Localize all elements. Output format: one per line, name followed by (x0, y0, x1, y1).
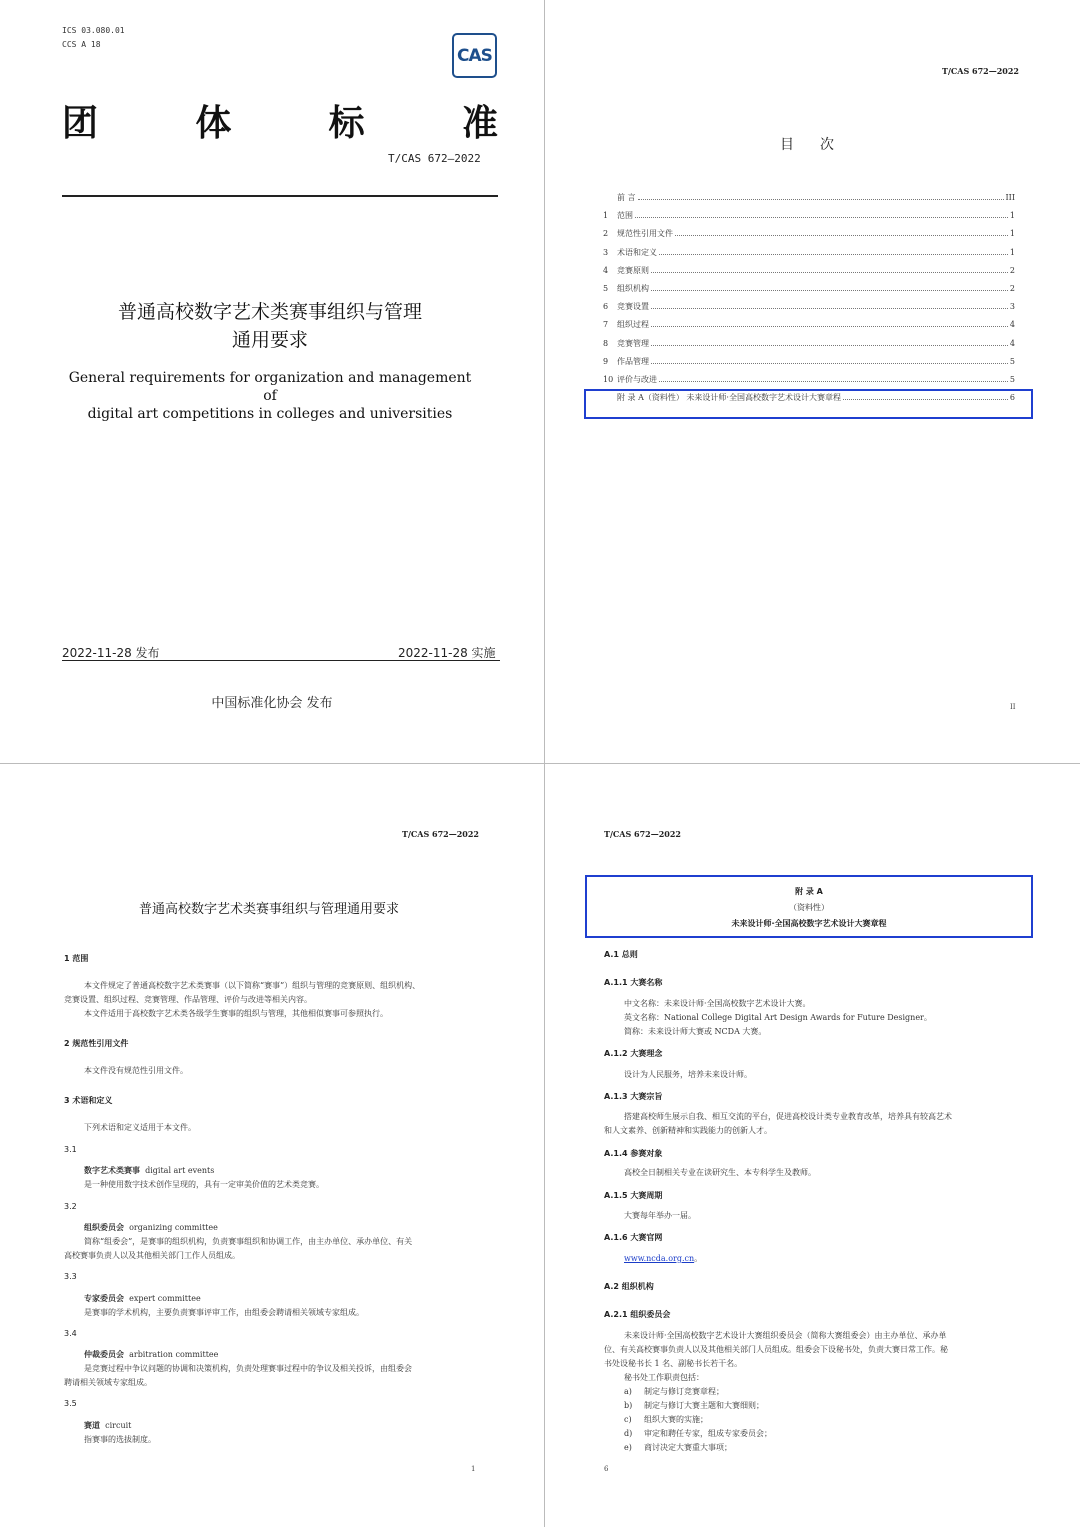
toc-item[interactable] (603, 210, 1015, 228)
annex-title-highlight (585, 875, 1033, 938)
title-en (62, 369, 478, 423)
standard-number: T/CAS 672—2022 (388, 152, 481, 165)
cover-page (0, 0, 544, 763)
toc-num: 10 (603, 374, 614, 384)
title-cn (62, 298, 478, 354)
implement-date: 2022-11-28 实施 (398, 646, 496, 660)
toc-label: 竞赛设置 (617, 302, 649, 312)
list-item (604, 1413, 1024, 1427)
toc-list (603, 192, 1015, 410)
section-heading: 1 范围 (64, 954, 89, 963)
title-char: 准 (461, 103, 498, 144)
website-punct: 。 (694, 1254, 703, 1263)
toc-label: 附 录 A（资料性） 未来设计师·全国高校数字艺术设计大赛章程 (617, 393, 841, 403)
toc-item[interactable] (603, 265, 1015, 283)
para-line: 本文件适用于高校数字艺术类各级学生赛事的组织与管理，其他相似赛事可参照执行。 (84, 1009, 388, 1018)
toc-page-num: 1 (1009, 211, 1015, 221)
para-line: 位、有关高校赛事负责人以及其他相关部门人员组成。组委会下设秘书处，负责大赛日常工作。秘 (604, 1345, 948, 1354)
term-en: expert committee (129, 1294, 201, 1303)
website-link[interactable]: www.ncda.org.cn (624, 1254, 695, 1263)
para-line: 英文名称：National College Digital Art Design Awards for Future Designer。 (624, 1013, 932, 1022)
toc-page-num: III (1005, 193, 1015, 202)
subsection-text (604, 1110, 1024, 1138)
toc-item[interactable] (603, 247, 1015, 265)
annex-name: 未来设计师·全国高校数字艺术设计大赛章程 (731, 919, 887, 928)
term-cn: 数字艺术类赛事 (84, 1166, 140, 1175)
title-char: 标 (328, 103, 365, 144)
toc-label: 范围 (617, 211, 633, 221)
toc-leader (651, 326, 1008, 327)
section-heading: A.2 组织机构 (604, 1282, 654, 1291)
toc-page-num: 2 (1009, 265, 1015, 275)
title-cn-line: 通用要求 (231, 329, 308, 351)
toc-page-num: 4 (1009, 320, 1015, 330)
annex-page (545, 764, 1080, 1527)
para-line: 聘请相关领域专家组成。 (64, 1378, 152, 1387)
subsection-heading: A.1.6 大赛官网 (604, 1233, 663, 1242)
toc-num: 4 (603, 265, 609, 275)
subsection-text (604, 1329, 1024, 1455)
toc-leader (659, 254, 1008, 255)
toc-leader (651, 345, 1008, 346)
toc-label: 竞赛原则 (617, 265, 649, 275)
term-en: organizing committee (129, 1223, 218, 1232)
standard-type-title (62, 95, 498, 146)
cover-codes (62, 24, 125, 52)
para-line: 未来设计师·全国高校数字艺术设计大赛组织委员会（简称大赛组委会）由主办单位、承办单 (624, 1331, 947, 1340)
toc-page-num: 3 (1009, 302, 1015, 312)
toc-page-num: 5 (1009, 374, 1015, 384)
section-heading: 3 术语和定义 (64, 1096, 113, 1105)
term-definition: 指赛事的选拔制度。 (84, 1435, 156, 1444)
section-text (64, 979, 484, 1021)
term-cn: 赛道 (84, 1421, 100, 1430)
para-line: 简称：未来设计师大赛或 NCDA 大赛。 (624, 1027, 767, 1036)
list-item (604, 1399, 1024, 1413)
toc-label: 组织过程 (617, 320, 649, 330)
toc-item[interactable] (603, 283, 1015, 301)
toc-label: 作品管理 (617, 356, 649, 366)
para-line: 本文件规定了普通高校数字艺术类赛事（以下简称“赛事”）组织与管理的竞赛原则、组织机构、 (84, 981, 421, 990)
toc-page-num: 1 (1009, 229, 1015, 239)
toc-num: 5 (603, 283, 609, 293)
subsection-heading: A.1.1 大赛名称 (604, 978, 663, 987)
toc-leader (651, 290, 1008, 291)
toc-leader (651, 308, 1008, 309)
toc-item[interactable] (603, 319, 1015, 337)
website-line (624, 1252, 702, 1266)
toc-item[interactable] (603, 338, 1015, 356)
toc-leader (651, 363, 1008, 364)
para-line: 秘书处工作职责包括： (624, 1373, 704, 1382)
toc-page-num: 2 (1009, 283, 1015, 293)
title-char: 团 (62, 103, 99, 144)
term-definition: 是一种使用数字技术创作呈现的，具有一定审美价值的艺术类竞赛。 (84, 1180, 324, 1189)
para-line: 下列术语和定义适用于本文件。 (84, 1123, 196, 1132)
term-entry (84, 1292, 201, 1306)
toc-leader (635, 217, 1008, 218)
toc-page-num: 1 (1009, 247, 1015, 257)
publish-date: 2022-11-28 发布 (62, 646, 160, 660)
title-cn-line: 普通高校数字艺术类赛事组织与管理 (117, 301, 422, 323)
toc-num: 6 (603, 302, 609, 312)
toc-num: 8 (603, 338, 609, 348)
toc-item[interactable] (603, 356, 1015, 374)
body-page (0, 764, 544, 1527)
page-number: 1 (471, 1465, 476, 1473)
date-rule (62, 660, 500, 661)
list-key: e) (624, 1443, 632, 1452)
list-key: b) (624, 1401, 633, 1410)
toc-page-num: 4 (1009, 338, 1015, 348)
term-cn: 专家委员会 (84, 1294, 124, 1303)
para-line: 是竞赛过程中争议问题的协调和决策机构，负责处理赛事过程中的争议及相关投诉，由组委会 (84, 1364, 412, 1373)
section-heading: A.1 总则 (604, 950, 638, 959)
list-text: 组织大赛的实施； (644, 1415, 708, 1424)
toc-title: 目次 (780, 137, 860, 153)
page-header-std: T/CAS 672—2022 (402, 829, 479, 839)
cover-rule (62, 195, 498, 197)
toc-label: 竞赛管理 (617, 338, 649, 348)
document-title: 普通高校数字艺术类赛事组织与管理通用要求 (138, 902, 399, 917)
subsection-heading: A.2.1 组织委员会 (604, 1310, 671, 1319)
term-definition (64, 1235, 484, 1263)
list-item (604, 1385, 1024, 1399)
page-number: II (1010, 703, 1016, 711)
para-line: 本文件没有规范性引用文件。 (84, 1066, 188, 1075)
ics-code: ICS 03.080.01 (62, 26, 125, 35)
annex-label: 附 录 A (795, 887, 823, 896)
toc-label: 组织机构 (617, 283, 649, 293)
subsection-heading: A.1.5 大赛周期 (604, 1191, 663, 1200)
term-number: 3.1 (64, 1145, 77, 1154)
para-line: 中文名称：未来设计师·全国高校数字艺术设计大赛。 (624, 999, 811, 1008)
toc-leader (638, 199, 1004, 200)
para-line: 简称“组委会”，是赛事的组织机构，负责赛事组织和协调工作，由主办单位、承办单位、有关 (84, 1237, 413, 1246)
publisher: 中国标准化协会 发布 (211, 696, 333, 711)
term-entry (84, 1164, 214, 1178)
toc-num: 9 (603, 356, 609, 366)
title-char: 体 (195, 103, 232, 144)
para-line: 高校全日制相关专业在读研究生、本专科学生及教师。 (624, 1168, 816, 1177)
subsection-heading: A.1.2 大赛理念 (604, 1049, 663, 1058)
toc-label: 术语和定义 (617, 247, 657, 257)
para-line: 搭建高校师生展示自我、相互交流的平台，促进高校设计类专业教育改革，培养具有较高艺术 (624, 1112, 952, 1121)
list-key: a) (624, 1387, 632, 1396)
para-line: 高校赛事负责人以及其他相关部门工作人员组成。 (64, 1251, 240, 1260)
list-text: 制定与修订竞赛章程； (644, 1387, 724, 1396)
page-header-std: T/CAS 672—2022 (604, 829, 681, 839)
list-text: 审定和聘任专家，组成专家委员会； (644, 1429, 772, 1438)
term-definition (64, 1362, 484, 1390)
term-number: 3.3 (64, 1272, 77, 1281)
page-number: 6 (604, 1465, 609, 1473)
term-entry (84, 1419, 131, 1433)
toc-page-num: 6 (1009, 393, 1015, 403)
para-line: 设计为人民服务，培养未来设计师。 (624, 1070, 752, 1079)
term-definition: 是赛事的学术机构，主要负责赛事评审工作，由组委会聘请相关领域专家组成。 (84, 1308, 364, 1317)
toc-leader (659, 381, 1008, 382)
list-item (604, 1427, 1024, 1441)
para-line: 和人文素养、创新精神和实践能力的创新人才。 (604, 1126, 772, 1135)
cas-logo: CAS (452, 33, 497, 78)
toc-num: 7 (603, 320, 609, 330)
page-header-std: T/CAS 672—2022 (942, 66, 1019, 76)
term-entry (84, 1221, 218, 1235)
term-number: 3.5 (64, 1399, 77, 1408)
annex-type: （资料性） (789, 903, 829, 912)
toc-leader (651, 272, 1008, 273)
section-heading: 2 规范性引用文件 (64, 1039, 129, 1048)
term-en: digital art events (145, 1166, 215, 1175)
title-en-line: General requirements for organization and management of (68, 370, 472, 404)
toc-num: 1 (603, 211, 609, 221)
term-entry (84, 1348, 218, 1362)
toc-page (545, 0, 1080, 763)
term-en: arbitration committee (129, 1350, 219, 1359)
toc-page-num: 5 (1009, 356, 1015, 366)
list-item (604, 1441, 1024, 1455)
para-line: 竞赛设置、组织过程、竞赛管理、作品管理、评价与改进等相关内容。 (64, 995, 312, 1004)
subsection-heading: A.1.4 参赛对象 (604, 1149, 663, 1158)
term-cn: 仲裁委员会 (84, 1350, 124, 1359)
toc-num: 2 (603, 229, 609, 239)
term-number: 3.2 (64, 1202, 77, 1211)
toc-item[interactable] (603, 301, 1015, 319)
term-cn: 组织委员会 (84, 1223, 124, 1232)
list-text: 制定与修订大赛主题和大赛细则； (644, 1401, 764, 1410)
ccs-code: CCS A 18 (62, 40, 101, 49)
toc-item[interactable] (603, 228, 1015, 246)
toc-leader (675, 235, 1008, 236)
para-line: 大赛每年举办一届。 (624, 1211, 696, 1220)
term-number: 3.4 (64, 1329, 77, 1338)
para-line: 书处设秘书长 1 名、副秘书长若干名。 (604, 1359, 743, 1368)
toc-annex-highlight (584, 389, 1033, 419)
toc-label: 规范性引用文件 (617, 229, 673, 239)
toc-num: 3 (603, 247, 609, 257)
term-en: circuit (105, 1421, 132, 1430)
list-key: d) (624, 1429, 633, 1438)
toc-item[interactable] (603, 192, 1015, 210)
toc-label: 评价与改进 (617, 374, 657, 384)
subsection-text (624, 997, 932, 1039)
title-en-line: digital art competitions in colleges and universities (87, 406, 453, 422)
toc-label: 前 言 (617, 193, 636, 202)
list-text: 商讨决定大赛重大事项； (644, 1443, 732, 1452)
list-key: c) (624, 1415, 632, 1424)
subsection-heading: A.1.3 大赛宗旨 (604, 1092, 663, 1101)
